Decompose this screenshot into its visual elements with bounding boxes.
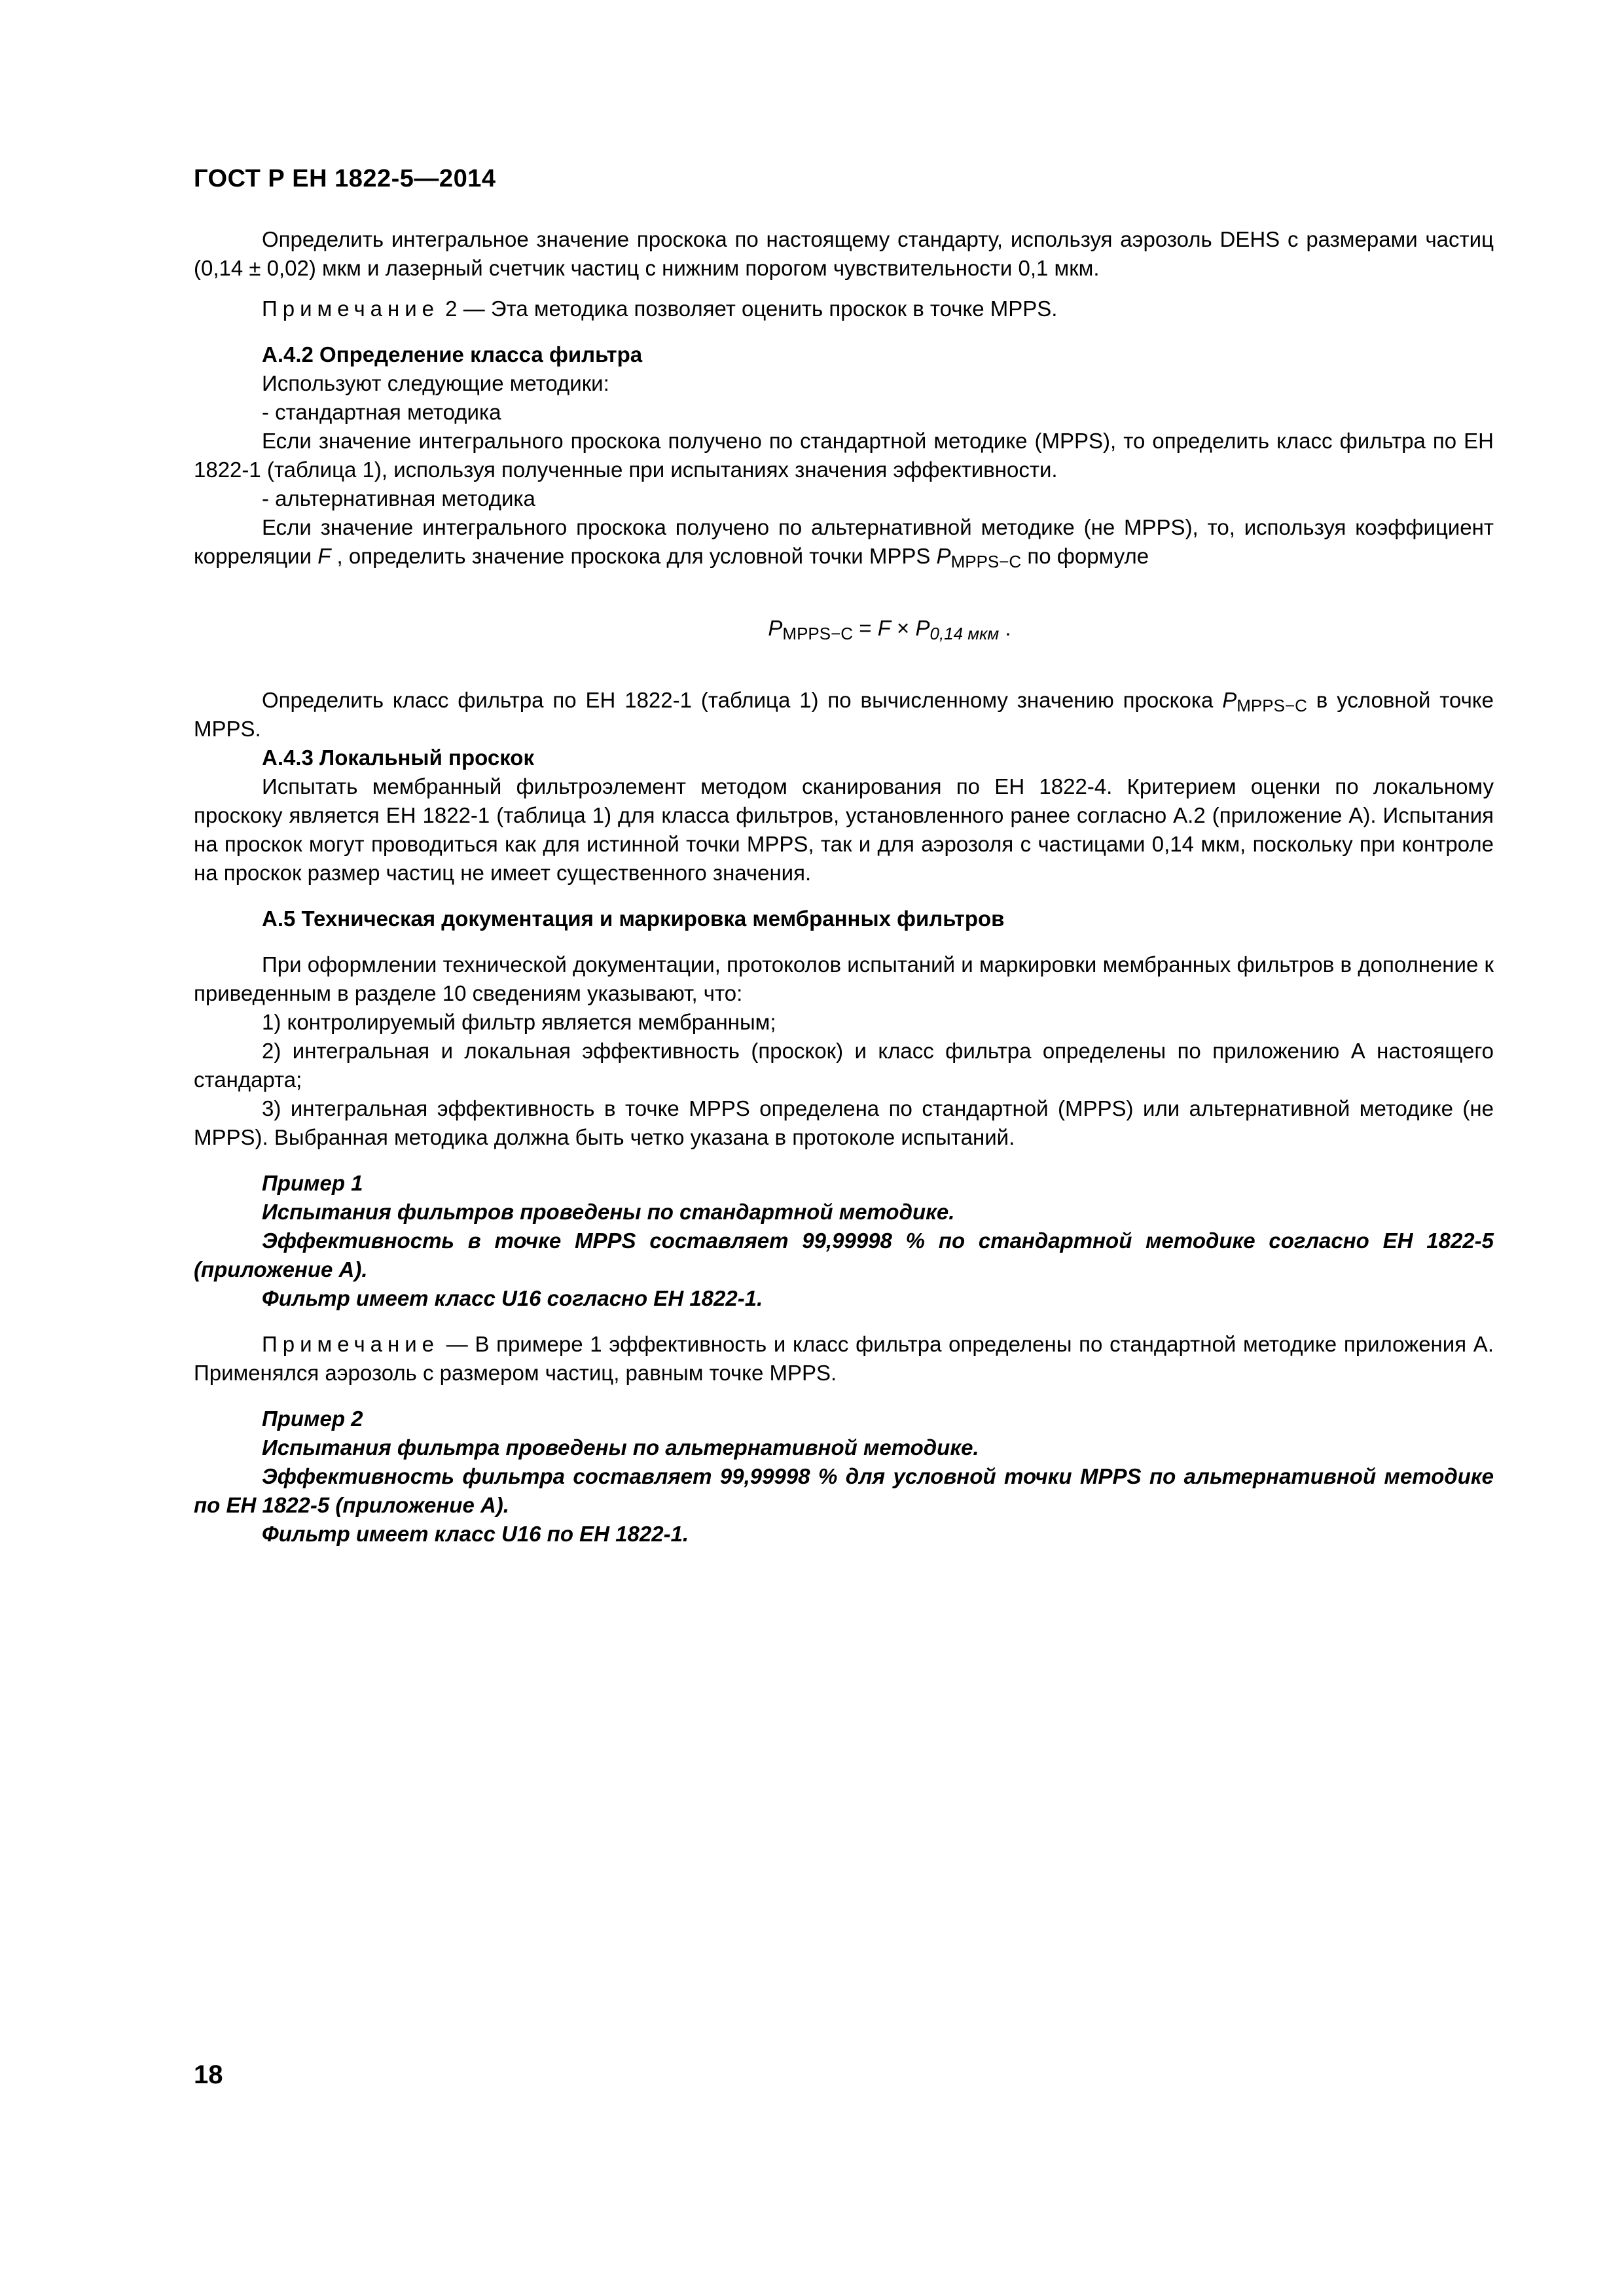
a42-line-5 (194, 513, 1494, 571)
example-1-line-2: Эффективность в точке MPPS составляет 99,99998 % по стандартной методике согласно ЕН 1822-5 (приложение А). (194, 1229, 1494, 1282)
a5-item-2: 2) интегральная и локальная эффективность (проскок) и класс фильтра определены по приложению А настоящего стандарта; (194, 1039, 1494, 1092)
formula-sub2: 0,14 мкм (929, 624, 1000, 643)
heading-a42: А.4.2 Определение класса фильтра (262, 342, 643, 367)
note-text: 2 — Эта методика позволяет оценить проскок в точке MPPS. (439, 296, 1058, 321)
a5-item-3: 3) интегральная эффективность в точке MPPS определена по стандартной (MPPS) или альтернативной методике (не MPPS). Выбранная методика должна быть четко указана в протоколе испытаний. (194, 1096, 1494, 1149)
a5-item-1: 1) контролируемый фильтр является мембранным; (262, 1010, 776, 1034)
note-2 (194, 295, 1494, 323)
a42-line-2: - стандартная методика (262, 400, 501, 424)
page-number: 18 (194, 2060, 223, 2089)
document-header: ГОСТ Р ЕН 1822-5—2014 (194, 165, 496, 192)
example-1-title: Пример 1 (262, 1171, 363, 1195)
formula-equals: = (853, 616, 878, 640)
paragraph-dehs: Определить интегральное значение проскока по настоящему стандарту, используя аэрозоль DEHS с размерами частиц (0,14 ± 0,02) мкм и лазерный счетчик частиц с нижним порогом чувствительности 0,1 мкм. (194, 227, 1494, 280)
heading-a43: А.4.3 Локальный проскок (262, 745, 534, 770)
note-example-text: — В примере 1 эффективность и класс фильтра определены по стандартной методике приложения А. Применялся аэрозоль с размером частиц, равным точке MPPS. (194, 1332, 1494, 1385)
example-2-line-2: Эффективность фильтра составляет 99,99998 % для условной точки MPPS по альтернативной методике по ЕН 1822-5 (приложение А). (194, 1464, 1494, 1517)
note-label: Примечание (262, 296, 440, 321)
paragraph-class (194, 686, 1494, 744)
formula-f: F (877, 616, 891, 640)
class-text-a: Определить класс фильтра по ЕН 1822-1 (таблица 1) по вычисленному значению проскока (262, 688, 1223, 712)
example-1-line-3: Фильтр имеет класс U16 согласно ЕН 1822-1. (262, 1286, 763, 1310)
note-example (194, 1330, 1494, 1388)
page-content (194, 225, 1494, 1549)
formula-sub1: MPPS−C (782, 624, 854, 643)
a42-l5-text-b: , определить значение проскока для условной точки MPPS (331, 544, 937, 568)
a43-text: Испытать мембранный фильтроэлемент методом сканирования по ЕН 1822-4. Критерием оценки по локальному проскоку является ЕН 1822-1 (таблица 1) для класса фильтров, установленного ранее согласно А.2 (приложение А). Испытания на проскок могут проводиться как для истинной точки MPPS, так и для аэрозоля с частицами 0,14 мкм, поскольку при контроле на проскок размер частиц не имеет существенного значения. (194, 774, 1494, 885)
example-2-title: Пример 2 (262, 1407, 363, 1431)
symbol-p-subscript: MPPS−C (950, 552, 1022, 571)
formula (194, 614, 1494, 643)
class-symbol-sub: MPPS−C (1236, 696, 1307, 715)
class-text-b: в условной точке MPPS. (194, 688, 1494, 741)
example-1-line-1: Испытания фильтров проведены по стандартной методике. (262, 1200, 955, 1224)
example-2-line-3: Фильтр имеет класс U16 по ЕН 1822-1. (262, 1522, 689, 1546)
a42-line-3: Если значение интегрального проскока получено по стандартной методике (MPPS), то определить класс фильтра по ЕН 1822-1 (таблица 1), используя полученные при испытаниях значения эффективности. (194, 429, 1494, 482)
formula-times: × (890, 616, 916, 640)
a42-line-4: - альтернативная методика (262, 486, 535, 511)
symbol-f: F (317, 544, 331, 568)
heading-a5: А.5 Техническая документация и маркировка мембранных фильтров (262, 906, 1005, 931)
example-2-line-1: Испытания фильтра проведены по альтернативной методике. (262, 1435, 979, 1460)
note-example-label: Примечание (262, 1332, 440, 1356)
a42-line-1: Используют следующие методики: (262, 371, 609, 395)
symbol-p: P (936, 544, 951, 568)
a42-l5-text-a: Если значение интегрального проскока получено по альтернативной методике (не MPPS), то, используя коэффициент корреляции (194, 515, 1494, 568)
formula-p1: P (768, 616, 783, 640)
class-symbol-p: P (1222, 688, 1237, 712)
a5-intro: При оформлении технической документации, протоколов испытаний и маркировки мембранных фильтров в дополнение к приведенным в разделе 10 сведениям указывают, что: (194, 952, 1494, 1005)
formula-end: . (999, 616, 1011, 640)
a42-l5-text-c: по формуле (1021, 544, 1149, 568)
formula-p2: P (915, 616, 930, 640)
